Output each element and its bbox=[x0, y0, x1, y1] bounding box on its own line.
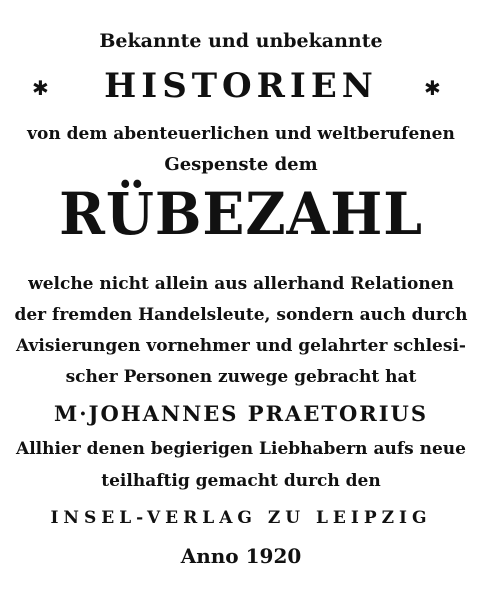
left-star-icon: ✱ bbox=[32, 76, 49, 100]
subtitle-line-4: Gespenste dem bbox=[164, 154, 318, 175]
subtitle-line-1: Bekannte und unbekannte bbox=[99, 30, 383, 52]
body-line-12: teilhaftig gemacht durch den bbox=[101, 471, 381, 491]
body-line-9: scher Personen zuwege gebracht hat bbox=[65, 367, 417, 387]
subtitle-line-3: von dem abenteuerlichen und weltberufenen bbox=[27, 124, 455, 144]
body-line-6: welche nicht allein aus allerhand Relationen bbox=[28, 274, 454, 294]
body-line-7: der fremden Handelsleute, sondern auch durch bbox=[14, 305, 468, 325]
title-ruebezahl: RÜBEZAHL bbox=[59, 180, 423, 248]
year-line: Anno 1920 bbox=[180, 544, 302, 568]
body-line-11: Allhier denen begierigen Liebhabern aufs neue bbox=[16, 439, 466, 459]
author-name: M·JOHANNES PRAETORIUS bbox=[53, 401, 428, 426]
publisher-line: INSEL-VERLAG ZU LEIPZIG bbox=[50, 508, 432, 528]
right-star-icon: ✱ bbox=[424, 76, 441, 100]
title-historien: HISTORIEN bbox=[104, 66, 378, 106]
body-line-8: Avisierungen vornehmer und gelahrter schlesi- bbox=[16, 336, 466, 356]
